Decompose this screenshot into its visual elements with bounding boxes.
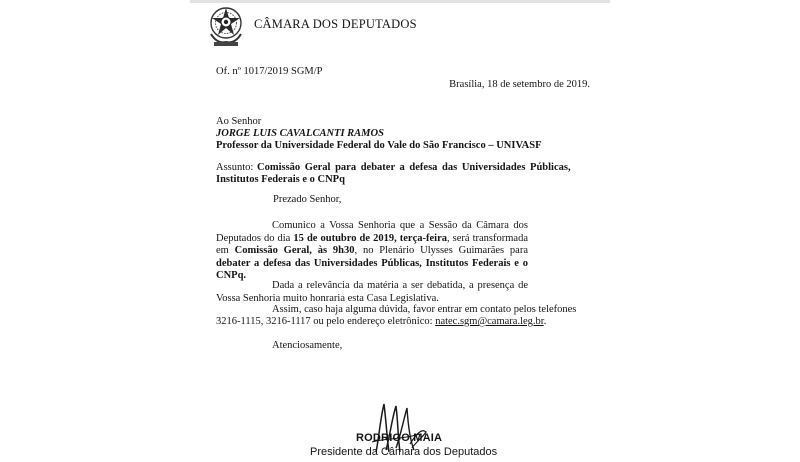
signatory-role: Presidente da Câmara dos Deputados	[310, 446, 498, 458]
body-p3-line2	[216, 316, 546, 328]
body-paragraph-1	[216, 220, 528, 283]
event-type: Comissão Geral, às 9h30	[234, 245, 355, 256]
contact-email-link[interactable]: natec.sgm@camara.leg.br	[435, 316, 544, 327]
coat-of-arms-icon	[207, 4, 245, 48]
body-p3-end: .	[543, 316, 547, 327]
recipient-salutation: Ao Senhor	[216, 116, 262, 127]
body-p1-location: , no Plenário Ulysses Guimarães para	[354, 245, 528, 256]
letter-page	[190, 0, 610, 462]
recipient-title: Professor da Universidade Federal do Vale do São Francisco – UNIVASF	[216, 140, 542, 151]
subject-text-line1: Comissão Geral para debater a defesa das Universidades Públicas,	[257, 162, 571, 173]
event-date: 15 de outubro de 2019, terça-feira	[293, 232, 447, 244]
greeting: Prezado Senhor,	[273, 194, 342, 205]
body-p3-text: 3216-1115, 3216-1117 ou pelo endereço eletrônico:	[216, 316, 433, 327]
body-p3-line1: Assim, caso haja alguma dúvida, favor entrar em contato pelos telefones	[272, 304, 577, 315]
body-p1-intro: Comunico a Vossa Senhoria que a Sessão da Câmara dos Deputados do dia	[216, 220, 528, 244]
date-line: Brasília, 18 de setembro de 2019.	[449, 79, 590, 90]
signatory-name: RODRIGO MAIA	[356, 432, 443, 444]
reference-number: Of. nº 1017/2019 SGM/P	[216, 66, 323, 77]
institution-name: CÂMARA DOS DEPUTADOS	[254, 17, 417, 31]
subject-label: Assunto:	[216, 162, 254, 173]
body-paragraph-2: Dada a relevância da matéria a ser debatida, a presença de Vossa Senhoria muito honraria esta Casa Legislativa.	[216, 280, 528, 304]
page-top-edge	[190, 0, 610, 3]
subject-text-line2: Institutos Federais e o CNPq	[216, 174, 345, 185]
closing: Atenciosamente,	[272, 340, 343, 351]
body-p1-connector: , será transformada em	[216, 232, 529, 256]
recipient-name: JORGE LUIS CAVALCANTI RAMOS	[216, 128, 384, 139]
event-purpose: debater a defesa das Universidades Públicas, Institutos Federais e o CNPq.	[216, 257, 528, 281]
